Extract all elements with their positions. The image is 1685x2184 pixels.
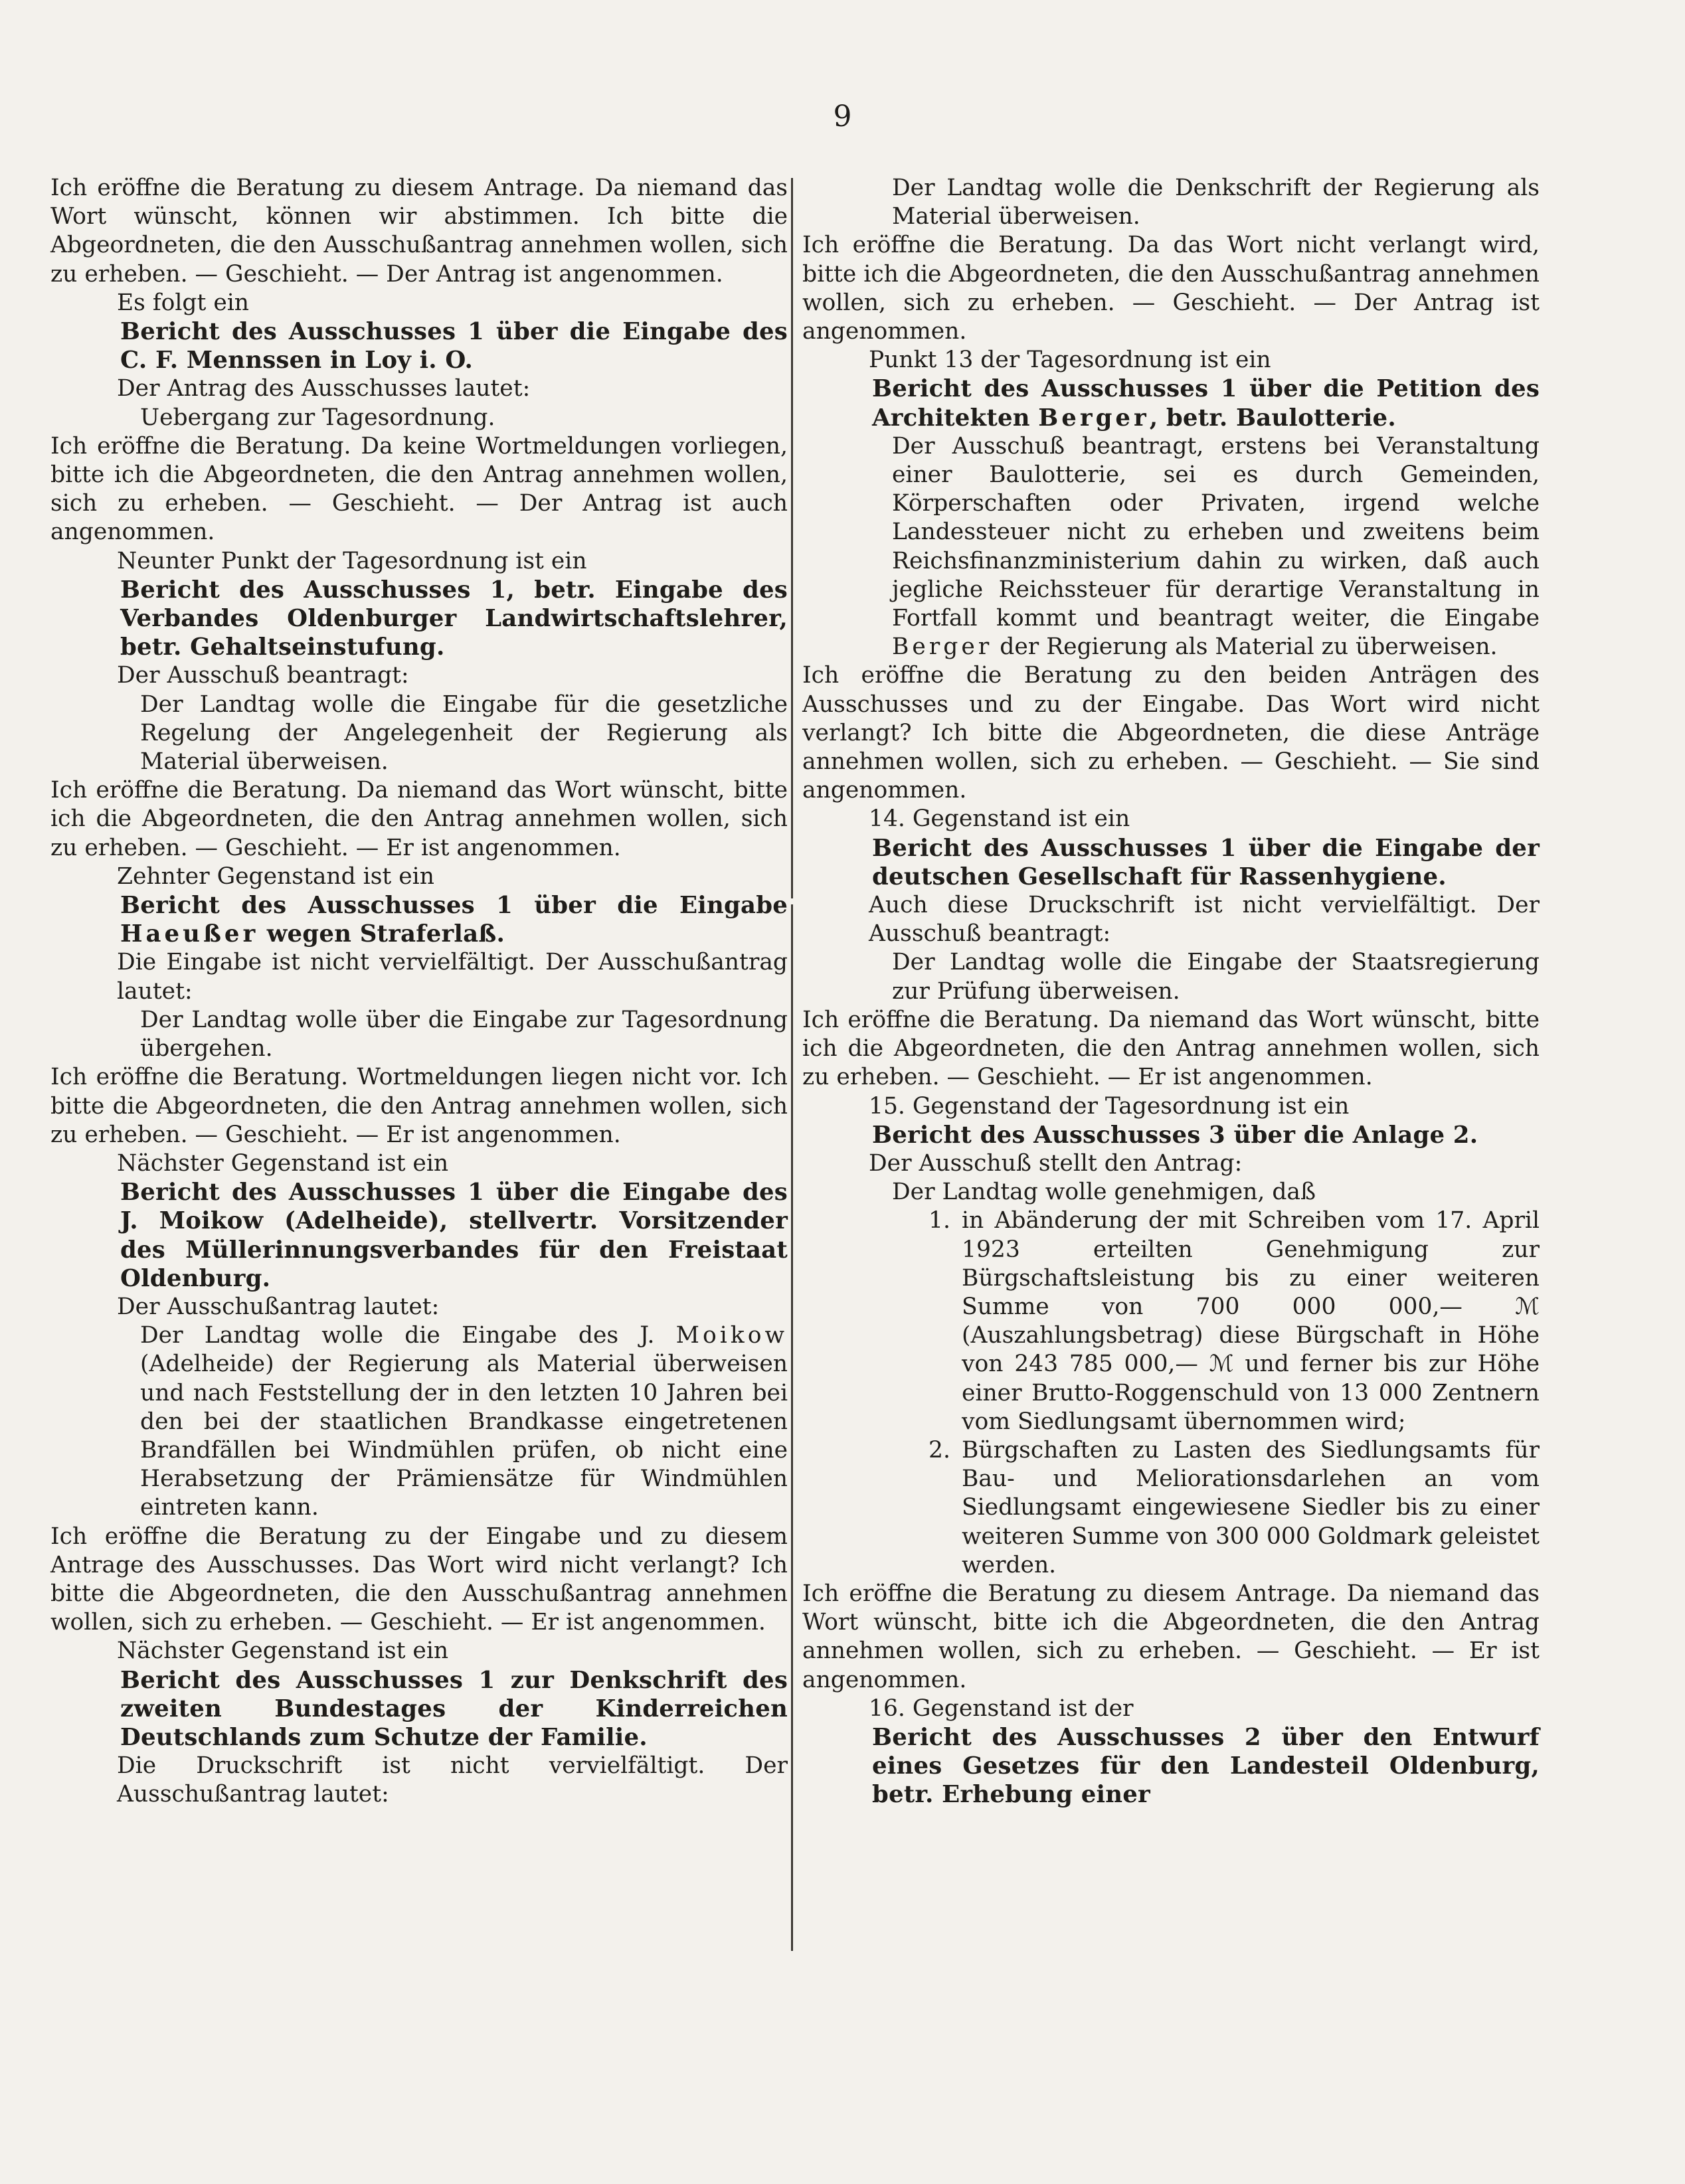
column-divider <box>791 904 793 1951</box>
paragraph: Ich eröffne die Beratung zu diesem Antrage. Da niemand das Wort wünscht, bitte ich die Abgeordneten, die den Antrag annehmen wollen, sich zu erheben. — Geschieht. — Er ist angenommen. <box>802 1580 1540 1693</box>
section-heading: Bericht des Ausschusses 1 über die Eingabe des C. F. Mennssen in Loy i. O. <box>120 318 788 375</box>
paragraph: Punkt 13 der Tagesordnung ist ein <box>869 347 1271 374</box>
list-item: 1. in Abänderung der mit Schreiben vom 17. April 1923 erteilten Genehmigung zur Bürgschaftsleistung bis zu einer weiteren Summe von 700 000 000,— ℳ (Auszahlungsbetrag) diese Bürgschaft in Höhe von 243 785 000,— ℳ und ferner bis zur Höhe einer Brutto-Roggenschuld von 13 000 Zentnern vom Siedlungsamt übernommen wird; <box>929 1207 1540 1435</box>
paragraph: Der Ausschuß stellt den Antrag: <box>869 1149 1243 1177</box>
person-name: Haeußer <box>120 920 259 948</box>
paragraph: Nächster Gegenstand ist ein <box>117 1149 449 1177</box>
paragraph: Die Druckschrift ist nicht vervielfältigt. Der Ausschußantrag lautet: <box>117 1752 788 1808</box>
paragraph: Der Antrag des Ausschusses lautet: <box>117 375 531 402</box>
motion-text: Der Landtag wolle die Eingabe für die gesetzliche Regelung der Angelegenheit der Regierung als Material überweisen. <box>140 691 788 776</box>
page-number: 9 <box>833 100 852 133</box>
motion-text: Der Landtag wolle über die Eingabe zur Tagesordnung übergehen. <box>140 1006 788 1062</box>
paragraph: Neunter Punkt der Tagesordnung ist ein <box>117 547 587 574</box>
section-heading: Bericht des Ausschusses 1 über die Eingabe Haeußer wegen Straferlaß. <box>120 892 788 948</box>
paragraph: Auch diese Druckschrift ist nicht vervielfältigt. Der Ausschuß beantragt: <box>869 892 1540 948</box>
paragraph: 15. Gegenstand der Tagesordnung ist ein <box>869 1092 1350 1120</box>
right-column <box>802 174 1540 1809</box>
list-number: 2. <box>929 1436 950 1464</box>
section-heading: Bericht des Ausschusses 2 über den Entwurf eines Gesetzes für den Landesteil Oldenburg, betr. Erhebung einer <box>872 1723 1540 1809</box>
person-name: Moikow <box>675 1322 788 1349</box>
paragraph: Ich eröffne die Beratung zu diesem Antrage. Da niemand das Wort wünscht, können wir abstimmen. Ich bitte die Abgeordneten, die den Ausschußantrag annehmen wollen, sich zu erheben. — Geschieht. — Der Antrag ist angenommen. <box>50 175 788 288</box>
motion-text: Der Landtag wolle die Denkschrift der Regierung als Material überweisen. <box>892 175 1540 230</box>
paragraph: Die Eingabe ist nicht vervielfältigt. Der Ausschußantrag lautet: <box>117 949 788 1005</box>
section-heading: Bericht des Ausschusses 1, betr. Eingabe des Verbandes Oldenburger Landwirtschaftslehrer, betr. Gehaltseinstufung. <box>120 576 788 661</box>
paragraph: Ich eröffne die Beratung. Da das Wort nicht verlangt wird, bitte ich die Abgeordneten, die den Ausschußantrag annehmen wollen, sich zu erheben. — Geschieht. — Der Antrag ist angenommen. <box>802 232 1540 345</box>
person-name: Berger <box>892 633 993 661</box>
column-divider <box>791 178 793 898</box>
section-heading: Bericht des Ausschusses 3 über die Anlage 2. <box>872 1121 1478 1149</box>
list-item: 2. Bürgschaften zu Lasten des Siedlungsamts für Bau- und Meliorationsdarlehen an vom Siedlungsamt eingewiesene Siedler bis zu einer weiteren Summe von 300 000 Goldmark geleistet werden. <box>929 1436 1540 1578</box>
paragraph: Nächster Gegenstand ist ein <box>117 1638 449 1665</box>
paragraph: Es folgt ein <box>117 289 250 316</box>
section-heading: Bericht des Ausschusses 1 zur Denkschrift des zweiten Bundestages der Kinderreichen Deutschlands zum Schutze der Familie. <box>120 1666 788 1751</box>
paragraph: Ich eröffne die Beratung. Da niemand das Wort wünscht, bitte ich die Abgeordneten, die den Antrag annehmen wollen, sich zu erheben. — Geschieht. — Er ist angenommen. <box>50 777 788 861</box>
section-heading: Bericht des Ausschusses 1 über die Petition des Architekten Berger, betr. Baulotterie. <box>872 375 1540 432</box>
motion-text: Der Landtag wolle genehmigen, daß <box>892 1179 1316 1206</box>
paragraph: 16. Gegenstand ist der <box>869 1695 1134 1722</box>
paragraph: Ich eröffne die Beratung. Wortmeldungen liegen nicht vor. Ich bitte die Abgeordneten, die den Antrag annehmen wollen, sich zu erheben. — Geschieht. — Er ist angenommen. <box>50 1064 788 1148</box>
motion-text: Der Ausschuß beantragt, erstens bei Veranstaltung einer Baulotterie, sei es durch Gemeinden, Körperschaften oder Privaten, irgend welche Landessteuer nicht zu erheben und zweitens beim Reichsfinanzministerium dahin zu wirken, daß auch jegliche Reichssteuer für derartige Veranstaltung in Fortfall kommt und beantragt weiter, die Eingabe Berger der Regierung als Material zu überweisen. <box>892 432 1540 661</box>
left-column <box>50 174 788 1809</box>
section-heading: Bericht des Ausschusses 1 über die Eingabe des J. Moikow (Adelheide), stellvertr. Vorsitzender des Müllerinnungsverbandes für den Freistaat Oldenburg. <box>120 1179 788 1292</box>
motion-text: Der Landtag wolle die Eingabe des J. Moikow (Adelheide) der Regierung als Material überweisen und nach Feststellung der in den letzten 10 Jahren bei den bei der staatlichen Brandkasse eingetretenen Brandfällen bei Windmühlen prüfen, ob nicht eine Herabsetzung der Prämiensätze für Windmühlen eintreten kann. <box>140 1322 788 1521</box>
paragraph: Der Ausschußantrag lautet: <box>117 1293 440 1320</box>
paragraph: Ich eröffne die Beratung zu der Eingabe und zu diesem Antrage des Ausschusses. Das Wort wird nicht verlangt? Ich bitte die Abgeordneten, die den Ausschußantrag annehmen wollen, sich zu erheben. — Geschieht. — Er ist angenommen. <box>50 1523 788 1636</box>
paragraph: Ich eröffne die Beratung. Da keine Wortmeldungen vorliegen, bitte ich die Abgeordneten, die den Antrag annehmen wollen, sich zu erheben. — Geschieht. — Der Antrag ist auch angenommen. <box>50 432 788 546</box>
section-heading: Bericht des Ausschusses 1 über die Eingabe der deutschen Gesellschaft für Rassenhygiene. <box>872 834 1540 890</box>
person-name: Berger <box>1038 404 1150 432</box>
paragraph: Ich eröffne die Beratung zu den beiden Anträgen des Ausschusses und zu der Eingabe. Das Wort wird nicht verlangt? Ich bitte die Abgeordneten, die diese Anträge annehmen wollen, sich zu erheben. — Geschieht. — Sie sind angenommen. <box>802 662 1540 804</box>
motion-text: Uebergang zur Tagesordnung. <box>140 404 495 431</box>
paragraph: Ich eröffne die Beratung. Da niemand das Wort wünscht, bitte ich die Abgeordneten, die den Antrag annehmen wollen, sich zu erheben. — Geschieht. — Er ist angenommen. <box>802 1006 1540 1091</box>
paragraph: Zehnter Gegenstand ist ein <box>117 863 434 890</box>
list-number: 1. <box>929 1207 950 1234</box>
motion-text: Der Landtag wolle die Eingabe der Staatsregierung zur Prüfung überweisen. <box>892 949 1540 1005</box>
paragraph: 14. Gegenstand ist ein <box>869 805 1130 833</box>
paragraph: Der Ausschuß beantragt: <box>117 662 409 689</box>
